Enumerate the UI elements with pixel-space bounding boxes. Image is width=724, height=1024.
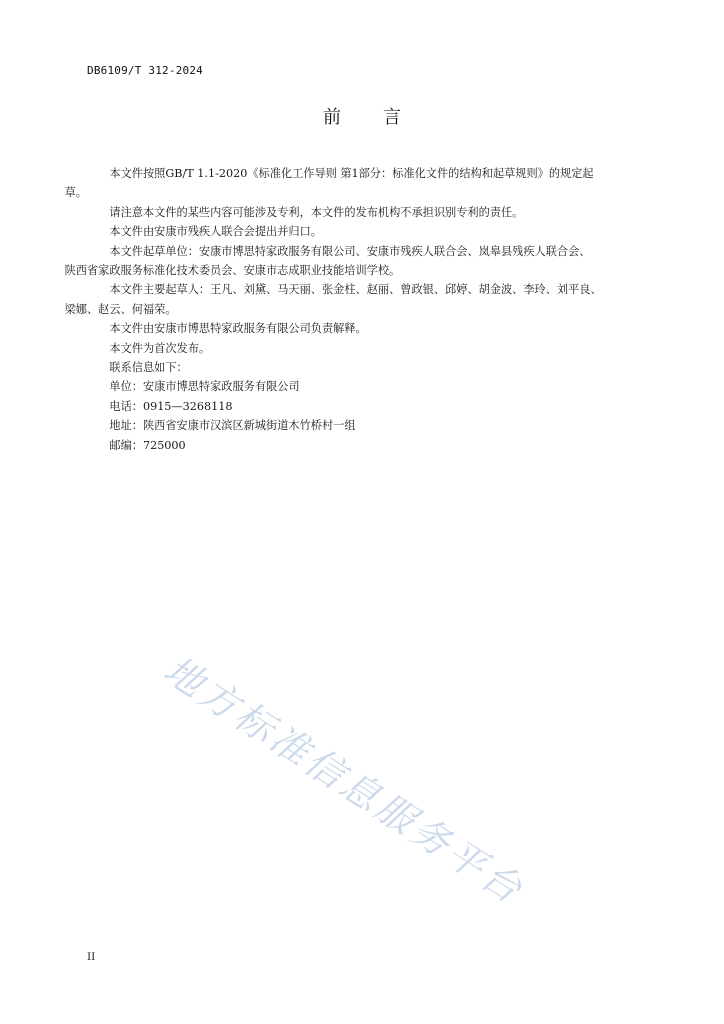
paragraph-line: 陕西省家政服务标准化技术委员会、安康市志成职业技能培训学校。 xyxy=(64,264,401,278)
paragraph-line: 本文件主要起草人：王凡、刘黛、马天丽、张金柱、赵丽、曾政银、邱婷、胡金波、李玲、刘平良、 xyxy=(109,283,602,297)
paragraph-line: 草。 xyxy=(64,186,87,200)
document-code: DB6109/T 312-2024 xyxy=(87,64,203,77)
contact-postcode: 邮编：725000 xyxy=(109,438,186,452)
title-char-2: 言 xyxy=(383,107,401,128)
contact-heading: 联系信息如下： xyxy=(109,361,188,375)
paragraph-line: 本文件按照GB/T 1.1-2020《标准化工作导则 第1部分：标准化文件的结构和起草规则》的规定起 xyxy=(109,167,594,180)
paragraph-proposer xyxy=(87,222,659,241)
paragraph-drafters xyxy=(64,280,659,319)
paragraph-line: 请注意本文件的某些内容可能涉及专利，本文件的发布机构不承担识别专利的责任。 xyxy=(109,205,524,219)
paragraph-drafting-units xyxy=(64,242,659,281)
paragraph-line: 本文件由安康市残疾人联合会提出并归口。 xyxy=(109,225,322,239)
watermark: 地方标准信息服务平台 xyxy=(156,647,533,914)
paragraph-line: 本文件为首次发布。 xyxy=(109,341,211,355)
paragraph-patent-notice xyxy=(87,203,659,222)
paragraph-line: 本文件由安康市博思特家政服务有限公司负责解释。 xyxy=(109,322,367,336)
contact-address: 地址：陕西省安康市汉滨区新城街道木竹桥村一组 xyxy=(109,419,356,433)
title-char-1: 前 xyxy=(323,107,341,128)
paragraph-line: 梁娜、赵云、何福荣。 xyxy=(64,302,177,316)
page-title xyxy=(0,103,724,129)
paragraph-interpretation xyxy=(87,319,659,338)
page-number: II xyxy=(87,951,96,963)
paragraph-line: 本文件起草单位：安康市博思特家政服务有限公司、安康市残疾人联合会、岚皋县残疾人联合会、 xyxy=(109,244,591,258)
contact-unit: 单位：安康市博思特家政服务有限公司 xyxy=(109,380,300,394)
paragraph-first-release xyxy=(87,339,659,358)
paragraph-standard-basis xyxy=(64,164,659,203)
contact-phone: 电话：0915—3268118 xyxy=(109,399,233,413)
foreword-body xyxy=(64,164,659,455)
